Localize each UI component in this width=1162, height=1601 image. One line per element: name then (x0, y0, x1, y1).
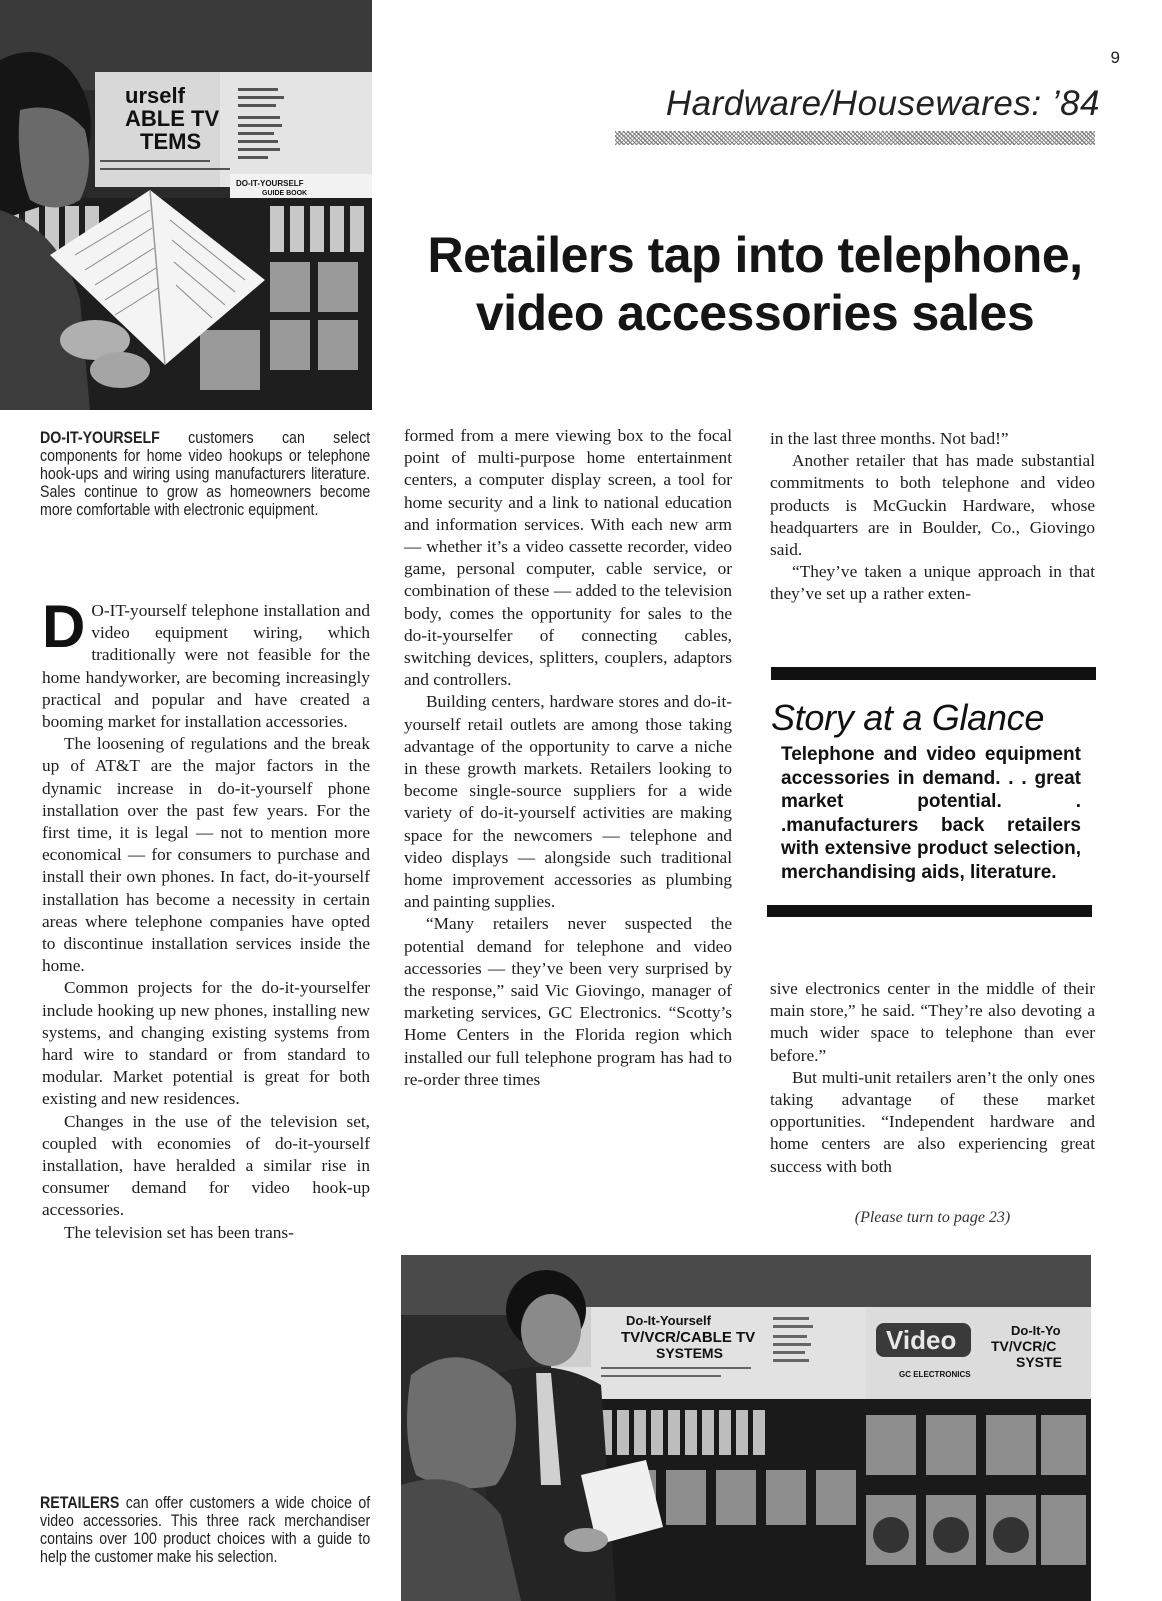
article-paragraph: Common projects for the do-it-yourselfer include hooking up new phones, installing new systems, and changing existing systems from hard wire to standard or from standard to modular. Market potential is great for both existing and new residences. (42, 978, 370, 1109)
guide-label: DO-IT-YOURSELF (236, 179, 304, 188)
sidebar-title: Story at a Glance (771, 697, 1045, 738)
headline (405, 226, 1105, 342)
caption-bottom-lead: RETAILERS (40, 1494, 120, 1512)
article-column-2 (404, 425, 732, 1091)
sign-text-line-3: TEMS (140, 129, 202, 154)
article-paragraph: Building centers, hardware stores and do-it-yourself retail outlets are among those taking advantage of the opportunity to carve a niche in these growth markets. Retailers looking to become single-source suppliers for a wide variety of do-it-yourself activities are making space for the newcomers — telephone and video displays — alongside such traditional home improvement accessories as plumbing and painting supplies. (404, 692, 732, 912)
sign-text-line-2: ABLE TV (125, 106, 220, 131)
display-sign-line-2: TV/VCR/CABLE TV (621, 1329, 756, 1346)
article-paragraph: formed from a mere viewing box to the focal point of multi-purpose home entertainment centers, a computer display screen, a tool for home security and a link to national education and information services. With each new arm — whether it’s a video cassette recorder, video game, personal computer, cable service, or combination of these — added to the television body, comes the opportunity for sales to the do-it-yourselfer of connecting cables, switching devices, splitters, couplers, adaptors and controllers. (404, 426, 732, 690)
section-rule (615, 131, 1095, 145)
drop-cap: D (42, 593, 86, 660)
article-paragraph: “Many retailers never suspected the potential demand for telephone and video accessories — they’ve been very surprised by the response,” said Vic Giovingo, manager of marketing services, GC Electronics. “Scotty’s Home Centers in the Florida region which installed our full telephone program has had to re-order three times (404, 914, 732, 1089)
page-number: 9 (1110, 48, 1120, 67)
continued-on-page: (Please turn to page 23) (854, 1209, 1011, 1226)
article-paragraph: But multi-unit retailers aren’t the only ones taking advantage of these market opportunities. “Independent hardware and home centers are also experiencing great success with both (770, 1067, 1095, 1176)
display-sign-line-3: SYSTEMS (656, 1345, 723, 1361)
video-brand-logo: Video (886, 1325, 957, 1355)
article-paragraph: in the last three months. Not bad!” (770, 429, 1009, 448)
right-sign-line-3: SYSTE (1016, 1354, 1062, 1370)
headline-line-2: video accessories sales (475, 285, 1035, 341)
photo-customer-reading-guide (0, 0, 372, 410)
article-column-3-top (770, 428, 1095, 606)
caption-bottom-text: can offer customers a wide choice of video accessories. This three rack merchandiser contains over 100 product choices with a guide to help the customer make his selection. (40, 1494, 371, 1566)
gc-brand-label: GC ELECTRONICS (899, 1370, 971, 1379)
article-paragraph: D O-IT-yourself telephone installation and video equipment wiring, which traditionally were not feasible for the home handyworker, are becoming increasingly practical and popular and have created a booming market for installation accessories. (42, 593, 370, 732)
article-paragraph: “They’ve taken a unique approach in that they’ve set up a rather exten- (770, 562, 1095, 604)
sign-text-line-1: urself (125, 83, 185, 108)
caption-top (40, 429, 370, 519)
photo-couple-at-display (401, 1255, 1091, 1601)
sidebar-rule-top (771, 667, 1096, 680)
sidebar-rule-bottom (767, 905, 1092, 917)
right-sign-line-2: TV/VCR/C (991, 1338, 1057, 1354)
display-sign-line-1: Do-It-Yourself (626, 1313, 711, 1328)
caption-bottom (40, 1494, 370, 1566)
article-paragraph: The loosening of regulations and the break up of AT&T are the major factors in the dynamic increase in do-it-yourself phone installation over the past few years. For the first time, it is legal — not to mention more economical — for consumers to purchase and install their own phones. In fact, do-it-yourself installation has become a necessity in certain areas where telephone companies have opted to discontinue installation services inside the home. (42, 734, 370, 976)
sidebar-body: Telephone and video equipment accessories in demand. . . great market potential. . .manufacturers back retailers with extensive product selection, merchandising aids, literature. (781, 744, 1081, 883)
headline-line-1: Retailers tap into telephone, (427, 227, 1083, 283)
caption-top-lead: DO-IT-YOURSELF (40, 429, 160, 447)
article-paragraph: sive electronics center in the middle of their main store,” he said. “They’re also devoting a much wider space to telephone than ever before.” (770, 979, 1095, 1065)
caption-top-text: customers can select components for home video hookups or telephone hook-ups and wiring using manufacturers literature. Sales continue to grow as homeowners become more comfortable with electronic equipment. (40, 429, 371, 519)
article-paragraph: Another retailer that has made substantial commitments to both telephone and video products is McGuckin Hardware, whose headquarters are in Boulder, Co., Giovingo said. (770, 451, 1095, 560)
section-title: Hardware/Housewares: ’84 (665, 84, 1100, 123)
article-paragraph: The television set has been trans- (64, 1222, 294, 1242)
article-paragraph: Changes in the use of the television set, coupled with economies of do-it-yourself installation, have heralded a similar rise in consumer demand for video hook-up accessories. (42, 1111, 370, 1220)
article-column-3-bottom (770, 978, 1095, 1178)
right-sign-line-1: Do-It-Yo (1011, 1323, 1061, 1338)
article-column-1 (42, 593, 370, 1244)
guide-label-2: GUIDE BOOK (262, 190, 308, 197)
